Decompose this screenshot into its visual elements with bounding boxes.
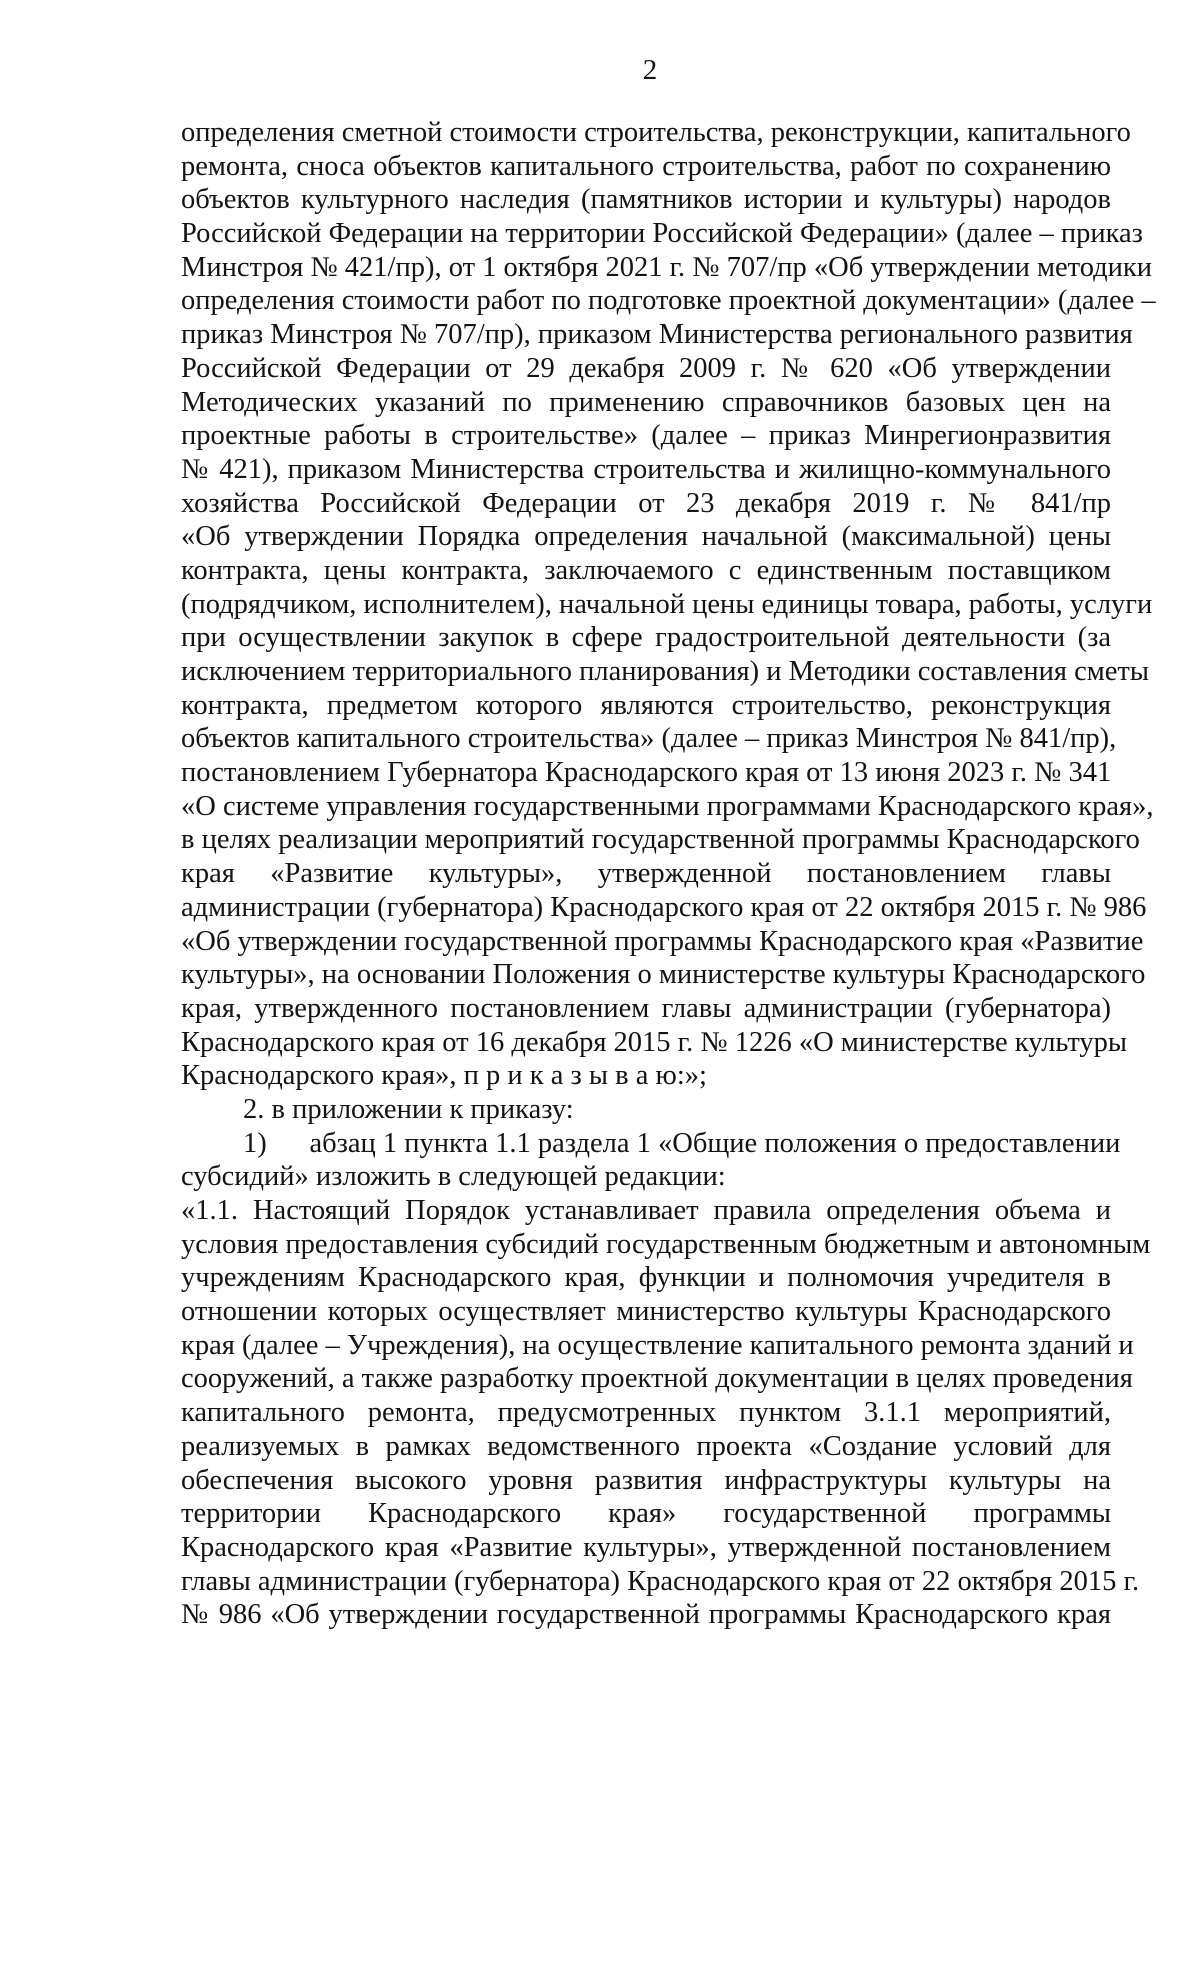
text-line: в целях реализации мероприятий государственной программы Краснодарского [181,824,1140,856]
text-line: ремонта, сноса объектов капитального строительства, работ по сохранению [181,150,1111,182]
text-line: Краснодарского края от 16 декабря 2015 г. № 1226 «О министерстве культуры [181,1026,1128,1058]
text-line: края (далее – Учреждения), на осуществление капитального ремонта зданий и [181,1329,1134,1361]
text-line: реализуемых в рамках ведомственного проекта «Создание условий для [181,1430,1111,1462]
text-line: условия предоставления субсидий государственным бюджетным и автономным [181,1228,1151,1260]
text-line: капитального ремонта, предусмотренных пунктом 3.1.1 мероприятий, [181,1397,1111,1429]
text-line: «Об утверждении Порядка определения начальной (максимальной) цены [181,521,1111,553]
text-line: № 986 «Об утверждении государственной программы Краснодарского края [181,1599,1111,1631]
text-line: Минстроя № 421/пр), от 1 октября 2021 г. № 707/пр «Об утверждении методики [181,251,1153,283]
text-line: исключением территориального планирования) и Методики составления сметы [181,656,1150,687]
document-body [181,116,1156,1632]
text-line: приказ Минстроя № 707/пр), приказом Министерства регионального развития [181,319,1133,351]
text-line: отношении которых осуществляет министерство культуры Краснодарского [181,1296,1111,1328]
text-line: 1) абзац 1 пункта 1.1 раздела 1 «Общие положения о предоставлении [243,1127,1121,1159]
text-line: при осуществлении закупок в сфере градостроительной деятельности (за [181,622,1111,654]
text-line: края, утвержденного постановлением главы администрации (губернатора) [181,992,1111,1024]
text-line: хозяйства Российской Федерации от 23 декабря 2019 г. № 841/пр [181,487,1111,519]
text-line: главы администрации (губернатора) Краснодарского края от 22 октября 2015 г. [181,1565,1140,1597]
text-line: определения сметной стоимости строительства, реконструкции, капитального [181,117,1131,148]
item-heading: 2. в приложении к приказу: [243,1093,574,1125]
text-line: объектов капитального строительства» (далее – приказ Минстроя № 841/пр), [181,723,1117,755]
text-line: Краснодарского края», п р и к а з ы в а ю:»; [181,1060,707,1092]
page-number: 2 [642,54,658,86]
text-line: территории Краснодарского края» государственной программы [181,1498,1111,1530]
text-line: «1.1. Настоящий Порядок устанавливает правила определения объема и [181,1195,1111,1226]
text-line: культуры», на основании Положения о министерстве культуры Краснодарского [181,959,1146,991]
text-line: проектные работы в строительстве» (далее – приказ Минрегионразвития [181,420,1111,452]
text-line: администрации (губернатора) Краснодарского края от 22 октября 2015 г. № 986 [181,891,1147,923]
text-line: Краснодарского края «Развитие культуры», утвержденной постановлением [181,1531,1111,1563]
text-line: субсидий» изложить в следующей редакции: [181,1161,726,1193]
text-line: № 421), приказом Министерства строительства и жилищно-коммунального [181,453,1111,485]
text-line: Российской Федерации на территории Российской Федерации» (далее – приказ [181,218,1143,250]
text-line: Методических указаний по применению справочников базовых цен на [181,386,1111,418]
text-line: (подрядчиком, исполнителем), начальной цены единицы товара, работы, услуги [181,588,1153,620]
text-line: определения стоимости работ по подготовке проектной документации» (далее – [181,285,1156,317]
text-line: контракта, предметом которого являются строительство, реконструкция [181,689,1111,721]
text-line: «О системе управления государственными программами Краснодарского края», [181,790,1154,822]
text-line: сооружений, а также разработку проектной документации в целях проведения [181,1363,1133,1395]
text-line: края «Развитие культуры», утвержденной постановлением главы [181,858,1111,890]
text-line: учреждениям Краснодарского края, функции и полномочия учредителя в [181,1262,1111,1294]
text-line: «Об утверждении государственной программы Краснодарского края «Развитие [181,925,1144,957]
text-line: контракта, цены контракта, заключаемого с единственным поставщиком [181,554,1111,586]
text-line: Российской Федерации от 29 декабря 2009 г. № 620 «Об утверждении [181,352,1111,384]
text-line: объектов культурного наследия (памятников истории и культуры) народов [181,184,1111,216]
text-line: обеспечения высокого уровня развития инфраструктуры культуры на [181,1464,1111,1496]
text-line: постановлением Губернатора Краснодарского края от 13 июня 2023 г. № 341 [181,757,1112,789]
